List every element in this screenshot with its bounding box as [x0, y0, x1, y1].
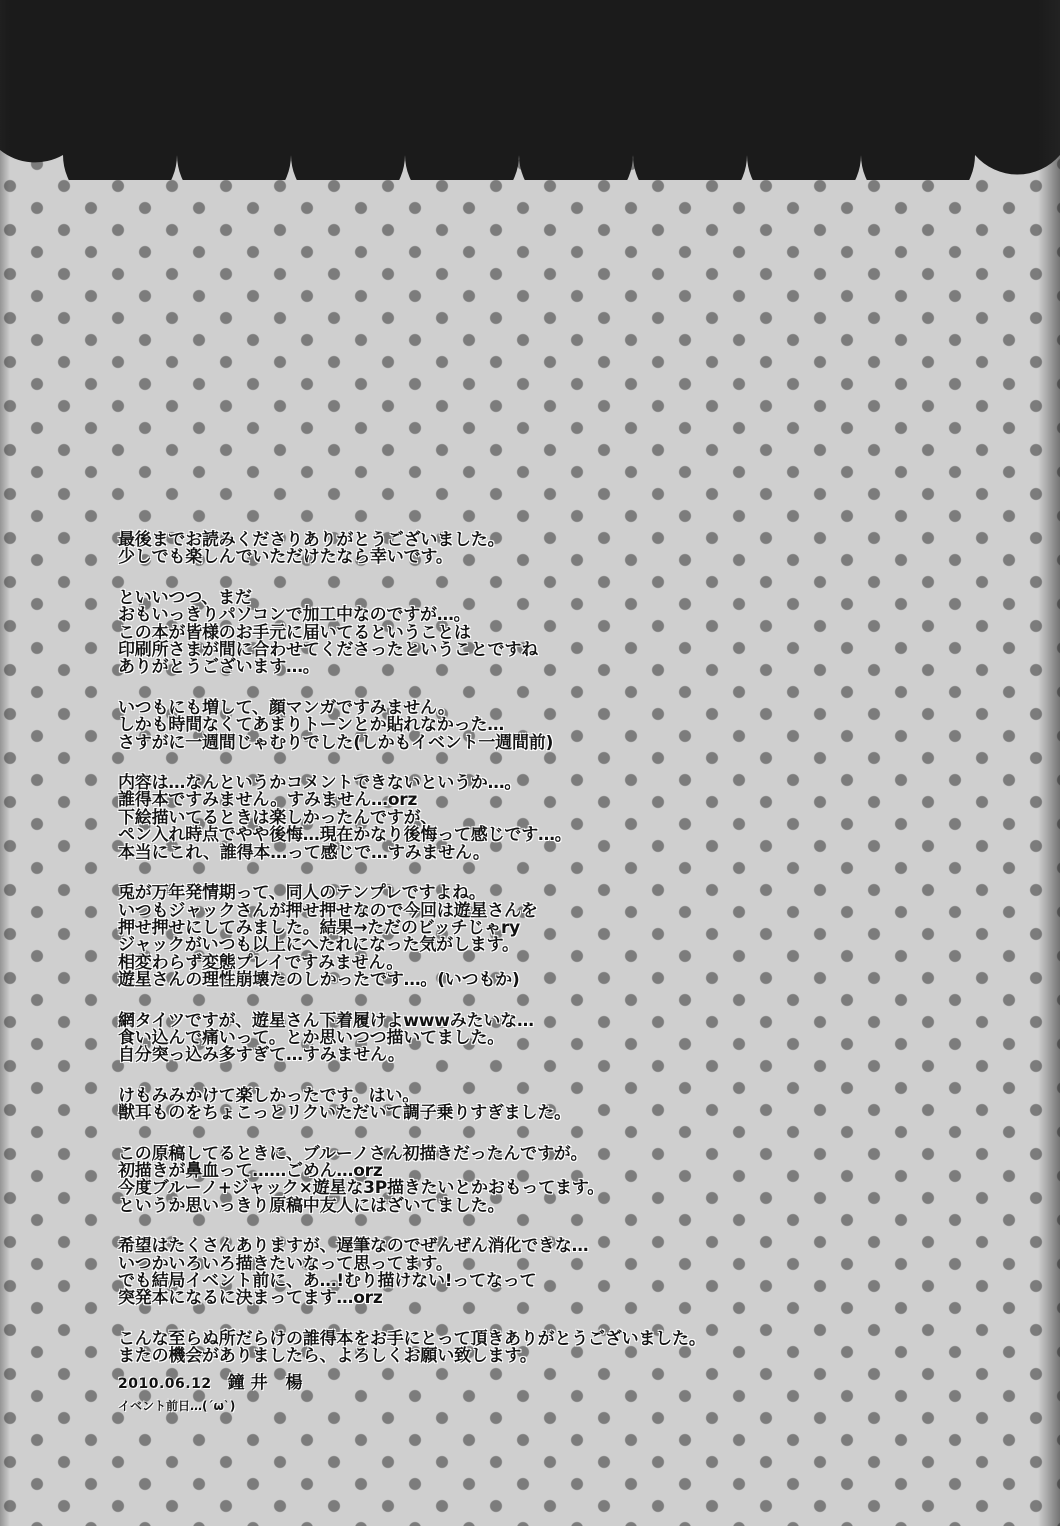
text-line: ありがとうございます…。 — [118, 657, 320, 678]
text-line: 食い込んで痛いって。とか思いつつ描いてました。 — [118, 1027, 505, 1048]
text-line: 遊星さんの理性崩壊たのしかったです…。(いつもか) — [118, 970, 520, 991]
closing-line: こんな至らぬ所だらけの誰得本をお手にとって頂きありがとうございました。 — [118, 1328, 706, 1349]
text-line: 獣耳ものをちょこっとリクいただいて調子乗りすぎました。 — [118, 1103, 571, 1124]
closing-line: またの機会がありましたら、よろしくお願い致します。 — [118, 1346, 537, 1367]
afterword-paragraph — [118, 1010, 738, 1066]
text-line: おもいっきりパソコンで加工中なのですが…。 — [118, 605, 471, 626]
text-line: 押せ押せにしてみました。結果→ただのビッチじゃry — [118, 917, 521, 938]
text-line: 兎が万年発情期って、同人のテンプレですよね。 — [118, 883, 486, 904]
text-line: 最後までお読みくださりありがとうございました。 — [118, 530, 505, 550]
text-line: いつもにも増して、顔マンガですみません。 — [118, 697, 455, 718]
text-line: 突発本になるに決まってます…orz — [118, 1288, 383, 1309]
text-line: さすがに一週間じゃむりでした(しかもイベント一週間前) — [118, 732, 554, 753]
text-line: けもみみかけて楽しかったです。はい。 — [118, 1085, 420, 1106]
text-line: 自分突っ込み多すぎて…すみません。 — [118, 1045, 405, 1066]
afterword-paragraph — [118, 532, 738, 567]
afterword-paragraph — [118, 697, 738, 753]
afterword-paragraph — [118, 1143, 738, 1216]
text-line: 初描きが鼻血って……ごめん…orz — [118, 1160, 383, 1181]
text-line: というか思いっきり原稿中友人にはざいてました。 — [118, 1195, 505, 1216]
text-line: ジャックがいつも以上にへたれになった気がします。 — [118, 935, 519, 956]
signature-row — [118, 1368, 309, 1393]
text-line: ペン入れ時点でやや後悔…現在かなり後悔って感じです…。 — [118, 825, 572, 846]
closing-paragraph — [118, 1328, 738, 1367]
text-line: 内容は…なんというかコメントできないというか…。 — [118, 773, 522, 794]
text-line: いつもジャックさんが押せ押せなので今回は遊星さんを — [118, 900, 538, 921]
text-line: 少しでも楽しんでいただけたなら幸いです。 — [118, 547, 453, 568]
text-line: 網タイツですが、遊星さん下着履けよwwwみたいな… — [118, 1010, 534, 1031]
text-line: 印刷所さまが間に合わせてくださったということですね — [118, 640, 538, 661]
text-line: 誰得本ですみません。すみません…orz — [118, 790, 418, 811]
text-line: しかも時間なくてあまりトーンとか貼れなかった… — [118, 715, 505, 736]
scalloped-header-band — [0, 0, 1060, 180]
signature-date: 2010.06.12 — [118, 1376, 212, 1392]
scan-left-shadow — [0, 0, 10, 1526]
text-line: でも結局イベント前に、あ…!むり描けない!ってなって — [118, 1271, 537, 1291]
text-line: いつかいろいろ描きたいなって思ってます。 — [118, 1253, 453, 1274]
afterword-paragraph — [118, 1238, 738, 1308]
signature-block — [118, 1368, 309, 1414]
text-line: この本が皆様のお手元に届いてるということは — [118, 622, 471, 643]
scan-right-shadow — [1038, 0, 1060, 1526]
afterword-paragraph — [118, 1085, 738, 1124]
afterword-paragraph — [118, 885, 738, 989]
signature-name: 鐘井 楊 — [227, 1373, 309, 1393]
text-line: この原稿してるときに、ブルーノさん初描きだったんですが。 — [118, 1143, 588, 1164]
afterword-paragraph — [118, 775, 738, 862]
text-line: 希望はたくさんありますが、遅筆なのでぜんぜん消化できな… — [118, 1236, 589, 1257]
text-line: 今度ブルーノ+ジャック×遊星な3P描きたいとかおもってます。 — [118, 1178, 605, 1199]
text-line: 本当にこれ、誰得本…って感じで…すみません。 — [118, 842, 490, 863]
afterword-paragraph — [118, 587, 738, 678]
text-line: 相変わらず変態プレイですみません。 — [118, 952, 404, 973]
text-line: といいつつ、まだ — [118, 587, 252, 608]
scallop-shape — [0, 0, 1060, 180]
signature-note: イベント前日…(´ω`) — [118, 1399, 236, 1413]
afterword-text — [118, 532, 738, 1389]
text-line: 下絵描いてるときは楽しかったんですが、 — [118, 807, 438, 828]
